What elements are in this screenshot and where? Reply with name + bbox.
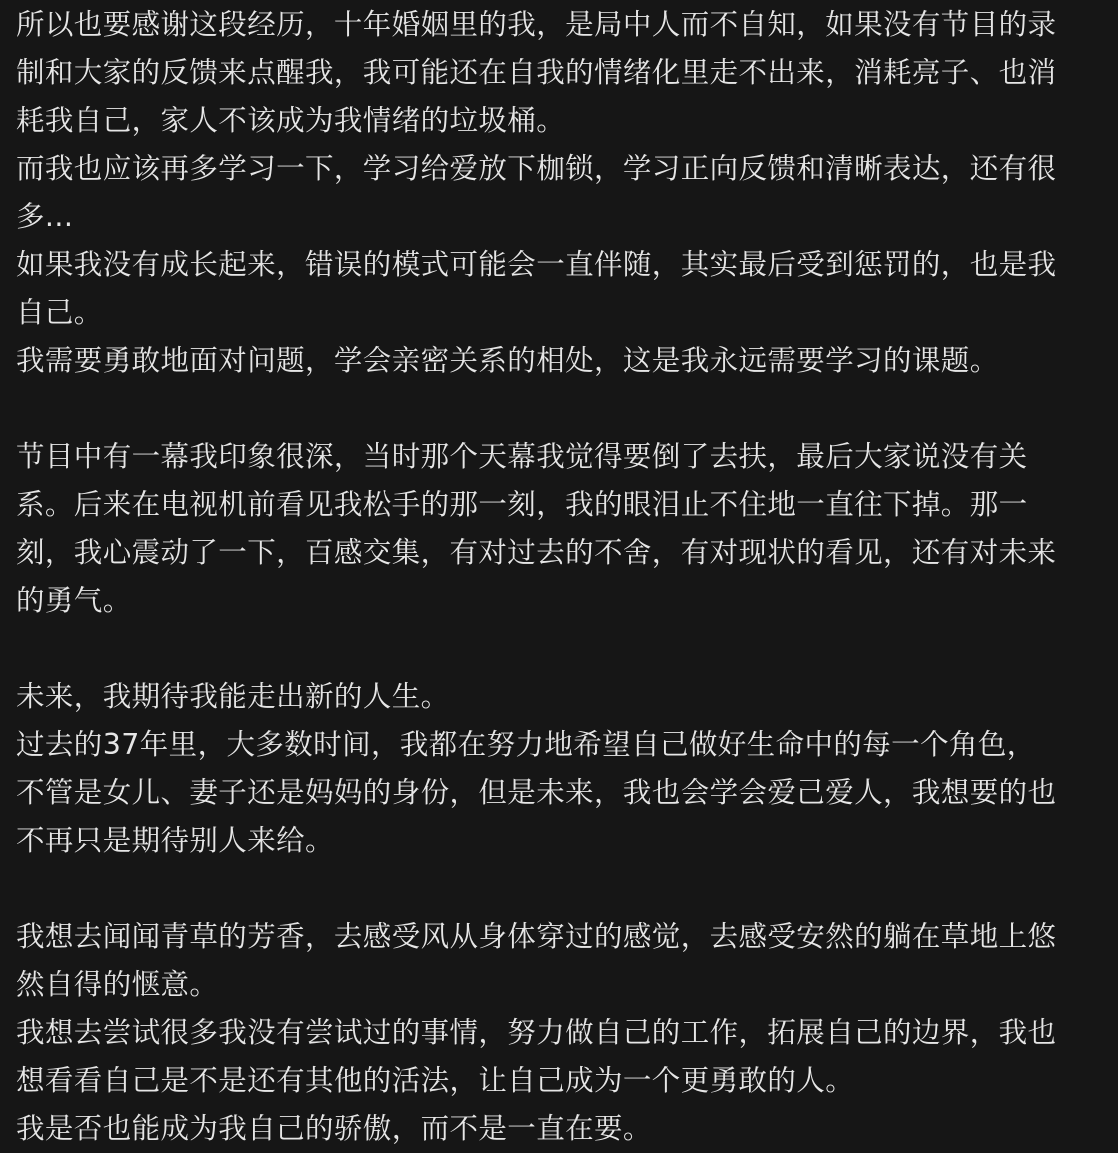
paragraph [16, 673, 1108, 721]
text-line: 的勇气。 [16, 584, 132, 617]
paragraph-gap [16, 625, 1108, 673]
text-line: 如果我没有成长起来，错误的模式可能会一直伴随，其实最后受到惩罚的，也是我 [16, 248, 1057, 281]
paragraph [16, 1105, 1108, 1153]
text-line: 我需要勇敢地面对问题，学会亲密关系的相处，这是我永远需要学习的课题。 [16, 344, 999, 377]
text-line: 所以也要感谢这段经历，十年婚姻里的我，是局中人而不自知，如果没有节目的录 [16, 8, 1057, 41]
text-line: 多... [16, 200, 74, 233]
paragraph [16, 433, 1108, 625]
text-line: 自己。 [16, 296, 103, 329]
paragraph [16, 1, 1108, 145]
text-line: 我想去尝试很多我没有尝试过的事情，努力做自己的工作，拓展自己的边界，我也 [16, 1016, 1057, 1049]
text-line: 节目中有一幕我印象很深，当时那个天幕我觉得要倒了去扶，最后大家说没有关 [16, 440, 1028, 473]
text-line: 耗我自己，家人不该成为我情绪的垃圾桶。 [16, 104, 566, 137]
text-line: 未来，我期待我能走出新的人生。 [16, 680, 450, 713]
paragraph-gap [16, 385, 1108, 433]
paragraph [16, 145, 1108, 241]
text-line: 刻，我心震动了一下，百感交集，有对过去的不舍，有对现状的看见，还有对未来 [16, 536, 1057, 569]
paragraph [16, 721, 1108, 865]
text-line: 然自得的惬意。 [16, 968, 219, 1001]
text-line: 而我也应该再多学习一下，学习给爱放下枷锁，学习正向反馈和清晰表达，还有很 [16, 152, 1057, 185]
paragraph [16, 241, 1108, 337]
text-line: 不再只是期待别人来给。 [16, 824, 334, 857]
text-line: 过去的37年里，大多数时间，我都在努力地希望自己做好生命中的每一个角色， [16, 728, 1036, 761]
text-line: 我是否也能成为我自己的骄傲，而不是一直在要。 [16, 1112, 652, 1145]
text-line: 制和大家的反馈来点醒我，我可能还在自我的情绪化里走不出来，消耗亮子、也消 [16, 56, 1057, 89]
text-line: 我想去闻闻青草的芳香，去感受风从身体穿过的感觉，去感受安然的躺在草地上悠 [16, 920, 1057, 953]
text-line: 系。后来在电视机前看见我松手的那一刻，我的眼泪止不住地一直往下掉。那一 [16, 488, 1028, 521]
paragraph [16, 1009, 1108, 1105]
text-line: 想看看自己是不是还有其他的活法，让自己成为一个更勇敢的人。 [16, 1064, 855, 1097]
paragraph-gap [16, 865, 1108, 913]
paragraph [16, 337, 1108, 385]
paragraph [16, 913, 1108, 1009]
text-line: 不管是女儿、妻子还是妈妈的身份，但是未来，我也会学会爱己爱人，我想要的也 [16, 776, 1057, 809]
